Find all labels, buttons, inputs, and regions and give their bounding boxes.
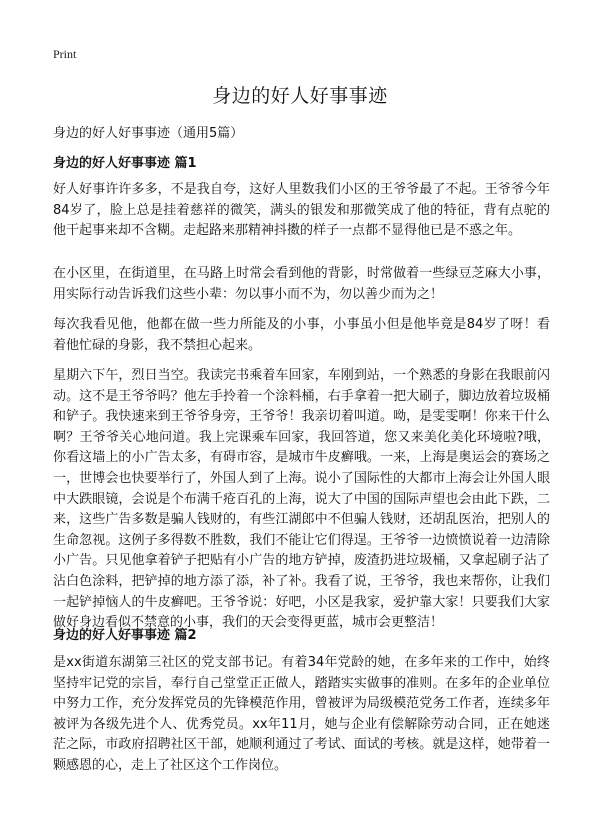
print-link[interactable]: Print	[53, 47, 77, 61]
page-title: 身边的好人好事事迹	[212, 85, 388, 107]
section-1-paragraph-3: 每次我看见他，他都在做一些力所能及的小事，小事虽小但是他毕竟是84岁了呀！看着他忙碌的身影，我不禁担心起来。	[53, 317, 550, 353]
section-1-paragraph-4: 星期六下午，烈日当空。我读完书乘着车回家，车刚到站，一个熟悉的身影在我眼前闪动。这不是王爷爷吗？他左手拎着一个涂料桶，右手拿着一把大刷子，脚边放着垃圾桶和铲子。我快速来到王爷爷身旁，王爷爷！我亲切着叫道。呦，是雯雯啊！你来干什么啊？王爷爷关心地问道。我上完课乘车回家，我回答道，您又来美化美化环境啦?哦，你看这墙上的小广告太多，有碍市容，是城市牛皮癣哦。一来，上海是奥运会的赛场之一，世博会也快要举行了，外国人到了上海。说小了国际性的大都市上海会让外国人眼中大跌眼镜，会说是个布满千疮百孔的上海，说大了中国的国际声望也会由此下跌，二来，这些广告多数是骗人钱财的，有些江湖郎中不但骗人钱财，还胡乱医治，把别人的生命忽视。这例子多得数不胜数，我们不能让它们得逞。王爷爷一边愤愤说着一边清除小广告。只见他拿着铲子把贴有小广告的地方铲掉，废渣扔进垃圾桶，又拿起刷子沾了沾白色涂料，把铲掉的地方添了添，补了补。我看了说，王爷爷，我也来帮你，让我们一起铲掉恼人的牛皮癣吧。王爷爷说：好吧，小区是我家，爱护靠大家！只要我们大家做好身边看似不禁意的小事，我们的天会变得更蓝，城市会更整洁！	[53, 368, 550, 631]
section-heading-1: 身边的好人好事事迹 篇1	[53, 156, 197, 171]
section-2-paragraph-1: 是xx街道东湖第三社区的党支部书记。有着34年党龄的她，在多年来的工作中，始终坚持牢记党的宗旨，奉行自己堂堂正正做人，踏踏实实做事的准则。在多年的企业单位中努力工作，充分发挥党员的先锋模范作用，曾被评为局级模范党务工作者，连续多年被评为各级先进个人、优秀党员。xx年11月，她与企业有偿解除劳动合同，正在她迷茫之际，市政府招聘社区干部，她顺利通过了考试、面试的考核。就是这样，她带着一颗感恩的心，走上了社区这个工作岗位。	[53, 655, 550, 773]
document-subtitle: 身边的好人好事事迹（通用5篇）	[53, 126, 244, 141]
section-1-paragraph-2: 在小区里，在街道里，在马路上时常会看到他的背影，时常做着一些绿豆芝麻大小事，用实际行动告诉我们这些小辈：勿以事小而不为，勿以善少而为之！	[53, 266, 550, 302]
section-1-paragraph-1: 好人好事许许多多，不是我自夸，这好人里数我们小区的王爷爷最了不起。王爷爷今年84岁了，脸上总是挂着慈祥的微笑，满头的银发和那微笑成了他的特征，背有点驼的他干起事来却不含糊。走起路来那精神抖擞的样子一点都不显得他已是不惑之年。	[53, 182, 550, 239]
section-heading-2: 身边的好人好事事迹 篇2	[53, 628, 197, 643]
